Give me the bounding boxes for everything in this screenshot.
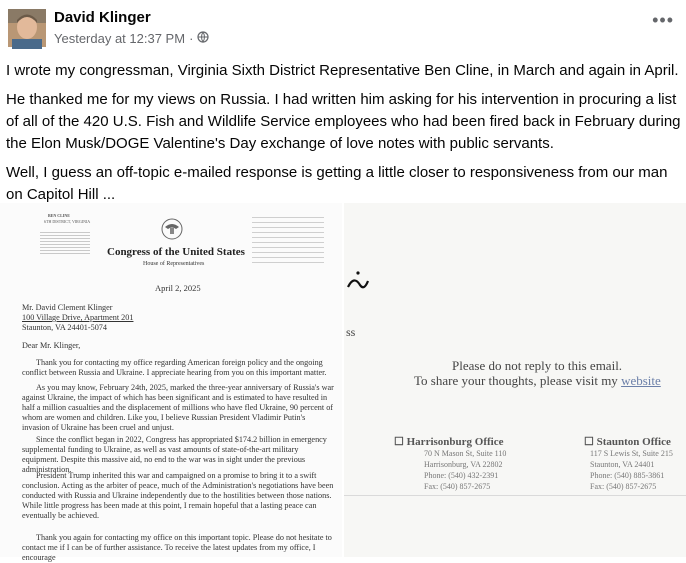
- letter-left-gray-block: [40, 230, 90, 254]
- post-paragraph: Well, I guess an off-topic e-mailed response is getting a little closer to responsiveness from our man on Capitol Hill ...: [6, 164, 668, 203]
- post-paragraph: I wrote my congressman, Virginia Sixth District Representative Ben Cline, in March and again in April.: [6, 62, 679, 79]
- office-line: Phone: (540) 885-3861: [590, 471, 665, 480]
- office-block-staunton: [584, 435, 673, 492]
- post-header: [0, 0, 686, 56]
- share-thoughts-text: [414, 373, 661, 389]
- cropped-text-ss: ss: [346, 325, 356, 339]
- post-paragraph: He thanked me for my views on Russia. I had written him asking for his intervention in procuring a list of all of the 420 U.S. Fish and Wildlife Service employees who had been fired back in February during the Elon Musk/DOGE Valentine's Day exchange of love notes with public servants.: [6, 91, 681, 152]
- office-title: ☐ Harrisonburg Office: [394, 436, 504, 448]
- office-line: 117 S Lewis St, Suite 215: [590, 449, 673, 458]
- office-line: Staunton, VA 24401: [590, 460, 655, 469]
- letter-paragraph: Thank you for contacting my office regarding American foreign policy and the ongoing conflict between Russia and Ukraine. I appreciate hearing from you on this important matter.: [22, 358, 327, 377]
- letter-addressee-line: Mr. David Clement Klinger: [22, 303, 113, 312]
- author-name[interactable]: David Klinger: [54, 9, 151, 26]
- office-line: Fax: (540) 857-2675: [590, 482, 657, 491]
- post-meta: [54, 31, 209, 46]
- letter-paragraph: As you may know, February 24th, 2025, marked the three-year anniversary of Russia's war against Ukraine, the impact of which has been significant and is estimated to have resulted in half a million casualties and the displacement of millions who have fled Ukraine, 90 percent of whom are women and children. Like you, I believe Russian President Vladimir Putin's invasion of Ukraine has been cruel and unjust.: [22, 383, 334, 432]
- avatar[interactable]: [8, 9, 46, 47]
- more-options-icon[interactable]: •••: [652, 10, 674, 30]
- signature-mark: [346, 265, 386, 295]
- letter-date: April 2, 2025: [155, 283, 201, 293]
- letter-addressee-line: Staunton, VA 24401-5074: [22, 323, 107, 332]
- letter-paragraph: President Trump inherited this war and campaigned on a promise to bring it to a swift conclusion. Acting as the arbiter of peace, much of the Administration's negotiations have been conducted with Russia and Ukraine independently due to the hostilities between those nations. While little progress has been made at this point, I remain hopeful that a lasting peace can eventually be achieved.: [22, 471, 334, 520]
- meta-separator: ·: [189, 31, 194, 46]
- letter-right-gray-block: [252, 213, 324, 263]
- letter-salutation: Dear Mr. Klinger,: [22, 341, 81, 350]
- office-title: ☐ Staunton Office: [584, 436, 671, 448]
- letter-sender-name: BEN CLINE: [48, 213, 70, 218]
- website-link[interactable]: website: [621, 373, 661, 388]
- email-footer-image[interactable]: [344, 203, 686, 557]
- office-line: 70 N Mason St, Suite 110: [424, 449, 507, 458]
- letter-paragraph: Thank you again for contacting my office on this important topic. Please do not hesitate to contact me if I can be of further assistance. To receive the latest updates from my office, I encourage: [22, 533, 332, 562]
- letter-image[interactable]: [0, 203, 342, 562]
- office-block-harrisonburg: [394, 435, 506, 492]
- footer-divider: [344, 495, 686, 496]
- office-line: Phone: (540) 432-2391: [424, 471, 499, 480]
- globe-icon: [197, 31, 209, 46]
- letter-paragraph: Since the conflict began in 2022, Congress has appropriated $174.2 billion in emergency supplemental funding to Ukraine, as well as vast amounts of state-of-the-art military equipment. Despite this massive aid, no end to the war was in sight under the previous administration.: [22, 435, 327, 474]
- office-line: Fax: (540) 857-2675: [424, 482, 491, 491]
- congress-seal-icon: [160, 217, 184, 241]
- post-body: [6, 60, 682, 213]
- office-line: Harrisonburg, VA 22802: [424, 460, 503, 469]
- letter-congress-heading: Congress of the United States: [107, 246, 245, 258]
- avatar-photo: [8, 9, 46, 47]
- no-reply-text: Please do not reply to this email.: [452, 358, 623, 373]
- timestamp[interactable]: Yesterday at 12:37 PM: [54, 31, 186, 46]
- letter-house-heading: House of Representatives: [143, 261, 205, 267]
- letter-sender-sub: 6TH DISTRICT, VIRGINIA: [44, 219, 91, 224]
- letter-addressee-line: 100 Village Drive, Apartment 201: [22, 313, 134, 322]
- share-prefix: To share your thoughts, please visit my: [414, 373, 622, 388]
